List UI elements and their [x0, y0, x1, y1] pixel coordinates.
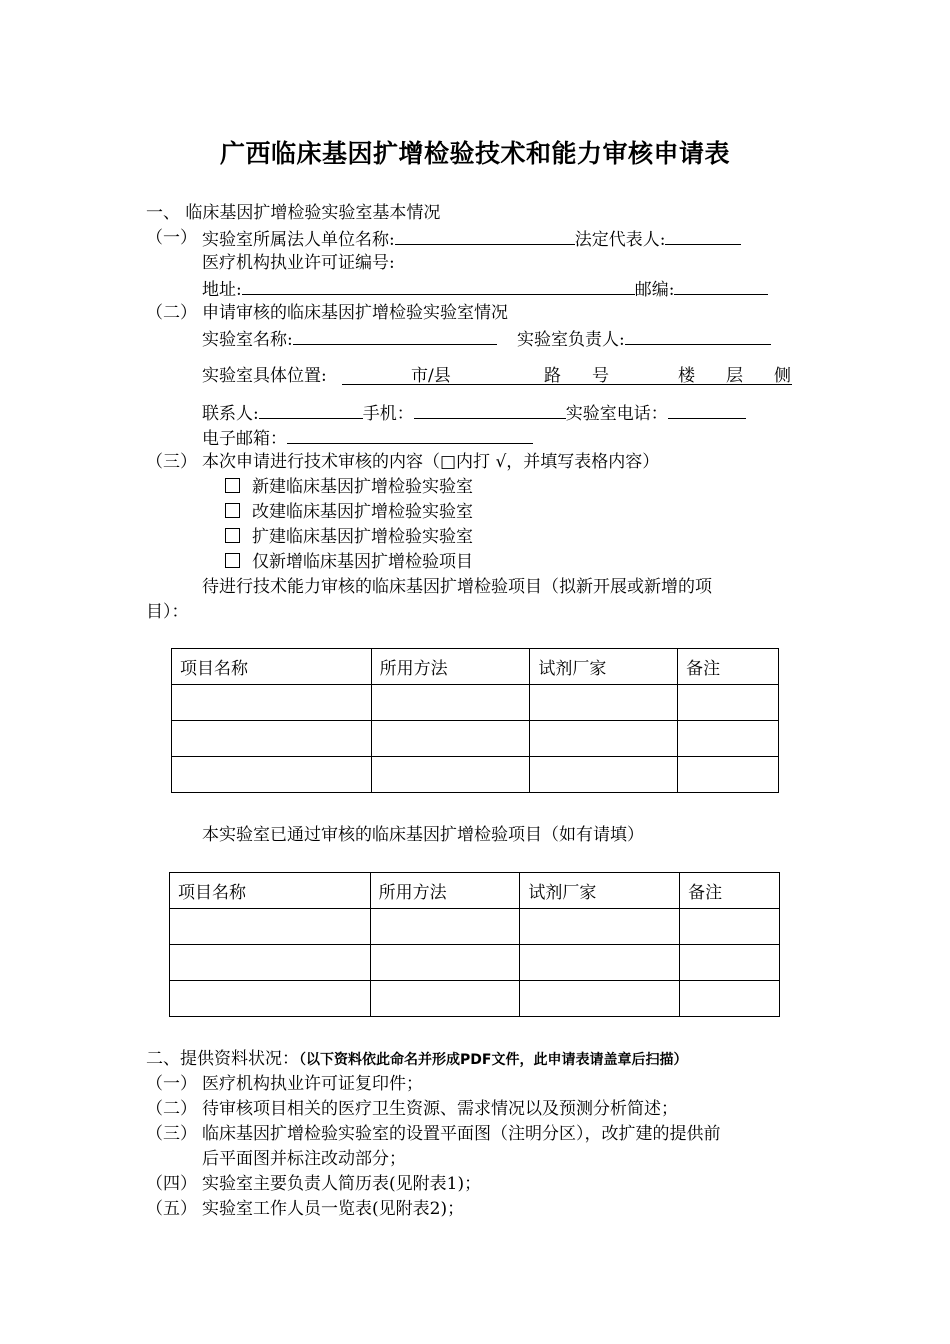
address-label: 地址: — [202, 280, 242, 300]
table-cell[interactable] — [172, 685, 372, 721]
mobile-field[interactable] — [414, 400, 566, 419]
section2-heading-row — [146, 1047, 687, 1072]
table-header-row — [170, 873, 780, 909]
section2-item-continued: 后平面图并标注改动部分； — [202, 1149, 406, 1169]
table-cell[interactable] — [371, 721, 530, 757]
table-cell[interactable] — [680, 981, 780, 1017]
location-row — [202, 364, 802, 390]
option-rebuild-lab[interactable] — [225, 500, 473, 524]
table-header-cell: 试剂厂家 — [520, 873, 680, 909]
part1-label: （一） — [146, 228, 197, 248]
section2-item-label: （三） — [146, 1124, 197, 1144]
license-no-label: 医疗机构执业许可证编号: — [202, 253, 395, 273]
part3-label: （三） — [146, 452, 197, 472]
table-cell[interactable] — [170, 909, 371, 945]
lab-head-row — [517, 326, 771, 352]
part2-heading: 申请审核的临床基因扩增检验实验室情况 — [202, 303, 508, 323]
lab-name-label: 实验室名称: — [202, 330, 293, 350]
section2-note: （以下资料依此命名并形成PDF文件，此申请表请盖章后扫描） — [299, 1052, 688, 1068]
option-rebuild-lab-label: 改建临床基因扩增检验实验室 — [252, 502, 473, 522]
section2-item: 实验室主要负责人简历表(见附表1)； — [202, 1174, 482, 1194]
passed-items-label: 本实验室已通过审核的临床基因扩增检验项目（如有请填） — [202, 825, 644, 845]
table-header-cell: 项目名称 — [170, 873, 371, 909]
pending-items-line2: 目）： — [146, 602, 189, 622]
location-field[interactable] — [342, 384, 792, 385]
checkbox-icon[interactable] — [225, 478, 240, 493]
section2-item-label: （五） — [146, 1199, 197, 1219]
legal-rep-field[interactable] — [665, 226, 741, 245]
license-row — [202, 251, 395, 275]
email-field[interactable] — [287, 425, 533, 444]
table-row — [170, 945, 780, 981]
legal-unit-label: 实验室所属法人单位名称: — [202, 230, 395, 250]
lab-head-label: 实验室负责人: — [517, 330, 625, 350]
email-label: 电子邮箱： — [202, 429, 287, 449]
table-cell[interactable] — [530, 757, 678, 793]
option-expand-lab-label: 扩建临床基因扩增检验实验室 — [252, 527, 473, 547]
checkbox-icon[interactable] — [225, 503, 240, 518]
table-cell[interactable] — [678, 685, 779, 721]
option-new-lab[interactable] — [225, 475, 473, 499]
table-cell[interactable] — [370, 909, 520, 945]
section2-item-label: （一） — [146, 1074, 197, 1094]
table-header-cell: 项目名称 — [172, 649, 372, 685]
table-cell[interactable] — [371, 685, 530, 721]
table-row — [170, 981, 780, 1017]
email-row — [202, 425, 533, 451]
table-cell[interactable] — [172, 721, 372, 757]
table-cell[interactable] — [680, 909, 780, 945]
location-unit-city: 市/县 — [411, 366, 451, 386]
legal-rep-label: 法定代表人: — [574, 230, 666, 250]
location-unit-number: 号 — [592, 366, 609, 386]
section2-heading: 二、提供资料状况： — [146, 1049, 299, 1069]
table-cell[interactable] — [520, 945, 680, 981]
table-header-cell: 试剂厂家 — [530, 649, 678, 685]
table-row — [172, 757, 779, 793]
option-new-item[interactable] — [225, 550, 473, 574]
option-new-item-label: 仅新增临床基因扩增检验项目 — [252, 552, 473, 572]
table-header-cell: 备注 — [680, 873, 780, 909]
table-row — [172, 721, 779, 757]
table-cell[interactable] — [680, 945, 780, 981]
table-header-cell: 所用方法 — [370, 873, 520, 909]
table-cell[interactable] — [678, 721, 779, 757]
table-cell[interactable] — [170, 981, 371, 1017]
location-label: 实验室具体位置: — [202, 366, 327, 386]
section2-item: 医疗机构执业许可证复印件； — [202, 1074, 423, 1094]
postcode-field[interactable] — [674, 276, 768, 295]
table-cell[interactable] — [530, 685, 678, 721]
address-field[interactable] — [242, 276, 635, 295]
table-header-cell: 备注 — [678, 649, 779, 685]
table-header-row — [172, 649, 779, 685]
pending-items-line1: 待进行技术能力审核的临床基因扩增检验项目（拟新开展或新增的项 — [202, 577, 712, 597]
contact-label: 联系人: — [202, 404, 259, 424]
table-row — [172, 685, 779, 721]
section2-item: 实验室工作人员一览表(见附表2)； — [202, 1199, 465, 1219]
part2-label: （二） — [146, 303, 197, 323]
pending-items-table — [171, 648, 779, 793]
table-cell[interactable] — [370, 981, 520, 1017]
section2-item: 临床基因扩增检验实验室的设置平面图（注明分区），改扩建的提供前 — [202, 1124, 721, 1144]
lab-phone-field[interactable] — [668, 400, 746, 419]
table-cell[interactable] — [520, 909, 680, 945]
legal-unit-field[interactable] — [395, 226, 575, 245]
address-row — [202, 276, 768, 302]
table-cell[interactable] — [370, 945, 520, 981]
section2-item: 待审核项目相关的医疗卫生资源、需求情况以及预测分析简述； — [202, 1099, 678, 1119]
table-cell[interactable] — [520, 981, 680, 1017]
table-cell[interactable] — [530, 721, 678, 757]
lab-phone-label: 实验室电话： — [565, 404, 668, 424]
location-unit-floor: 层 — [726, 366, 743, 386]
postcode-label: 邮编: — [634, 280, 675, 300]
mobile-label: 手机： — [362, 404, 414, 424]
location-unit-building: 楼 — [678, 366, 695, 386]
table-cell[interactable] — [170, 945, 371, 981]
checkbox-icon[interactable] — [225, 553, 240, 568]
checkbox-icon[interactable] — [225, 528, 240, 543]
lab-head-field[interactable] — [625, 326, 771, 345]
location-unit-side: 侧 — [774, 366, 791, 386]
passed-items-table — [169, 872, 780, 1017]
section1-heading: 一、 临床基因扩增检验实验室基本情况 — [146, 203, 441, 223]
legal-unit-row — [202, 226, 741, 252]
table-cell[interactable] — [172, 757, 372, 793]
table-cell[interactable] — [678, 757, 779, 793]
section2-item-label: （四） — [146, 1174, 197, 1194]
section2-item-label: （二） — [146, 1099, 197, 1119]
contact-row — [202, 400, 746, 426]
location-unit-road: 路 — [544, 366, 561, 386]
lab-name-row — [202, 326, 497, 352]
table-header-cell: 所用方法 — [371, 649, 530, 685]
option-new-lab-label: 新建临床基因扩增检验实验室 — [252, 477, 473, 497]
table-row — [170, 909, 780, 945]
contact-field[interactable] — [259, 400, 363, 419]
page-title: 广西临床基因扩增检验技术和能力审核申请表 — [219, 139, 730, 168]
option-expand-lab[interactable] — [225, 525, 473, 549]
part3-heading: 本次申请进行技术审核的内容（□内打 √，并填写表格内容） — [202, 452, 660, 472]
table-cell[interactable] — [371, 757, 530, 793]
lab-name-field[interactable] — [293, 326, 497, 345]
